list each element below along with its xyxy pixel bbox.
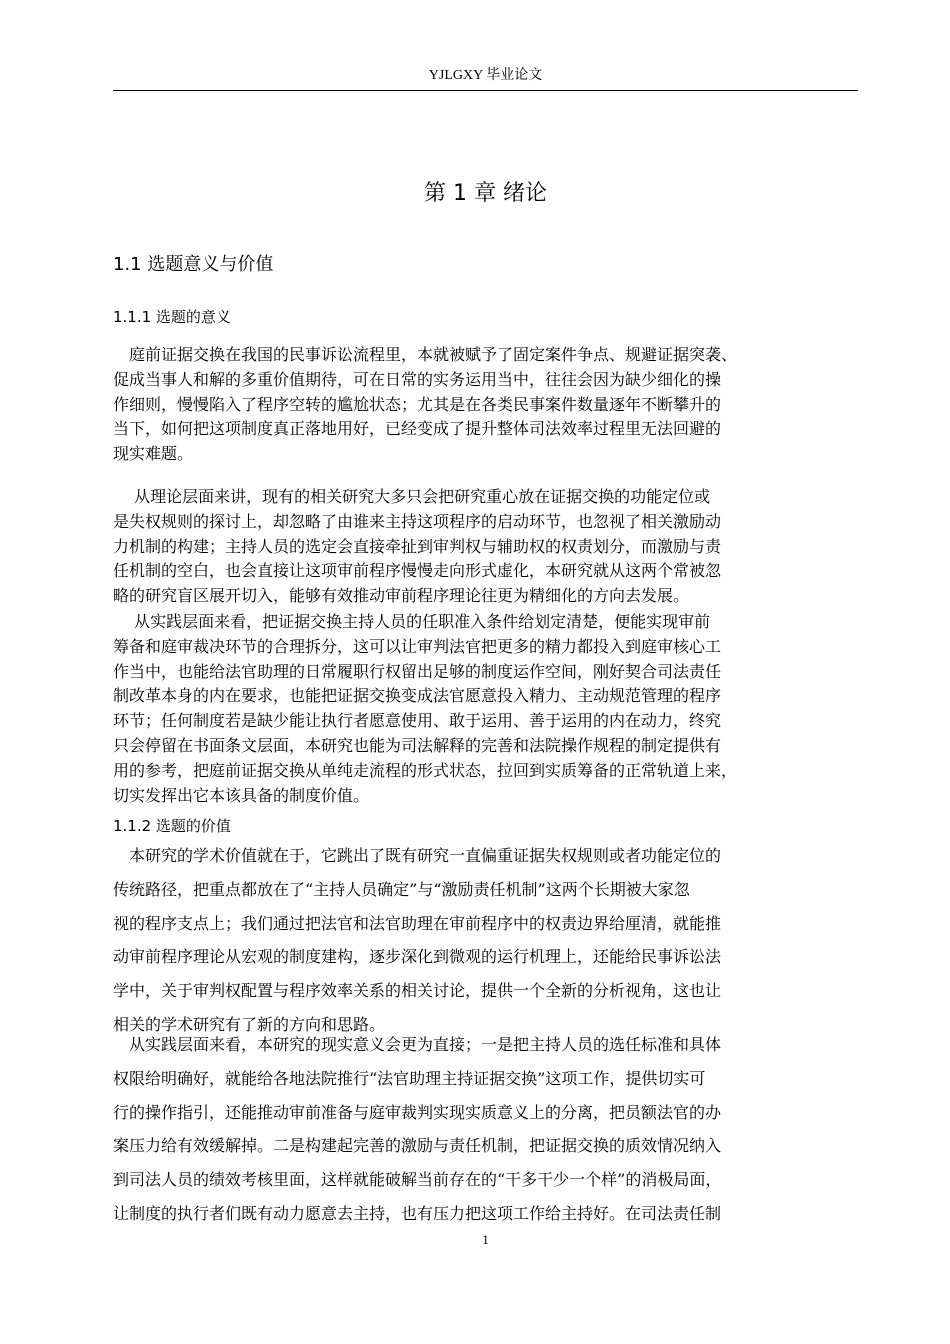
paragraph-line: 学中，关于审判权配置与程序效率关系的相关讨论，提供一个全新的分析视角，这也让: [113, 981, 722, 1001]
section-heading: 1.1 选题意义与价值: [113, 254, 274, 275]
paragraph-2: [113, 485, 861, 609]
paragraph-line: 促成当事人和解的多重价值期待，可在日常的实务运用当中，往往会因为缺少细化的操: [113, 369, 722, 389]
paragraph-line: 权限给明确好，就能给各地法院推行“法官助理主持证据交换”这项工作，提供切实可: [113, 1068, 706, 1088]
paragraph-line: 视的程序支点上；我们通过把法官和法官助理在审前程序中的权责边界给厘清，就能推: [113, 913, 722, 933]
paragraph-1: [113, 343, 861, 467]
header-rule: [113, 90, 858, 91]
paragraph-line: 力机制的构建；主持人员的选定会直接牵扯到审判权与辅助权的权责划分，而激励与责: [113, 536, 722, 556]
paragraph-line: 作细则，慢慢陷入了程序空转的尴尬状态；尤其是在各类民事案件数量逐年不断攀升的: [113, 394, 722, 414]
page-number: 1: [482, 1232, 489, 1247]
paragraph-line: 筹备和庭审裁决环节的合理拆分，这可以让审判法官把更多的精力都投入到庭审核心工: [113, 636, 722, 656]
paragraph-5: [113, 1028, 861, 1231]
paragraph-line: 到司法人员的绩效考核里面，这样就能破解当前存在的“干多干少一个样”的消极局面，: [113, 1170, 722, 1190]
paragraph-line: 是失权规则的探讨上，却忽略了由谁来主持这项程序的启动环节，也忽视了相关激励动: [113, 511, 722, 531]
paragraph-line: 让制度的执行者们既有动力愿意去主持，也有压力把这项工作给主持好。在司法责任制: [113, 1203, 722, 1223]
paragraph-line: 从实践层面来看，把证据交换主持人员的任职准入条件给划定清楚，便能实现审前: [113, 612, 711, 631]
paragraph-line: 相关的学术研究有了新的方向和思路。: [113, 1014, 386, 1034]
paragraph-line: 只会停留在书面条文层面，本研究也能为司法解释的完善和法院操作规程的制定提供有: [113, 735, 722, 755]
paragraph-line: 从理论层面来讲，现有的相关研究大多只会把研究重心放在证据交换的功能定位或: [113, 487, 711, 506]
paragraph-line: 现实难题。: [113, 444, 194, 464]
subsection-heading-1-1-1: 1.1.1 选题的意义: [113, 308, 231, 326]
paragraph-line: 任机制的空白，也会直接让这项审前程序慢慢走向形式虚化，本研究就从这两个常被忽: [113, 561, 722, 581]
paragraph-line: 作当中，也能给法官助理的日常履职行权留出足够的制度运作空间，刚好契合司法责任: [113, 661, 722, 681]
paragraph-line: 从实践层面来看，本研究的现实意义会更为直接；一是把主持人员的选任标准和具体: [113, 1035, 722, 1054]
paragraph-line: 行的操作指引，还能推动审前准备与庭审裁判实现实质意义上的分离，把员额法官的办: [113, 1102, 722, 1122]
paragraph-4: [113, 839, 861, 1042]
chapter-title: 第 1 章 绪论: [424, 181, 547, 206]
paragraph-3: [113, 610, 861, 808]
paragraph-line: 动审前程序理论从宏观的制度建构，逐步深化到微观的运行机理上，还能给民事诉讼法: [113, 947, 722, 967]
paragraph-line: 本研究的学术价值就在于，它跳出了既有研究一直偏重证据失权规则或者功能定位的: [113, 846, 722, 865]
paragraph-line: 案压力给有效缓解掉。二是构建起完善的激励与责任机制，把证据交换的质效情况纳入: [113, 1136, 722, 1156]
paragraph-line: 当下，如何把这项制度真正落地用好，已经变成了提升整体司法效率过程里无法回避的: [113, 419, 722, 439]
paragraph-line: 用的参考，把庭前证据交换从单纯走流程的形式状态，拉回到实质筹备的正常轨道上来，: [113, 760, 738, 780]
paragraph-line: 略的研究盲区展开切入，能够有效推动审前程序理论往更为精细化的方向去发展。: [113, 586, 690, 606]
paragraph-line: 环节；任何制度若是缺少能让执行者愿意使用、敢于运用、善于运用的内在动力，终究: [113, 711, 722, 731]
paragraph-line: 切实发挥出它本该具备的制度价值。: [113, 785, 370, 805]
paragraph-line: 庭前证据交换在我国的民事诉讼流程里，本就被赋予了固定案件争点、规避证据突袭、: [113, 345, 738, 364]
page-header: YJLGXY 毕业论文: [428, 68, 543, 83]
subsection-heading-1-1-2: 1.1.2 选题的价值: [113, 817, 231, 835]
paragraph-line: 传统路径，把重点都放在了“主持人员确定”与“激励责任机制”这两个长期被大家忽: [113, 879, 690, 899]
paragraph-line: 制改革本身的内在要求，也能把证据交换变成法官愿意投入精力、主动规范管理的程序: [113, 686, 722, 706]
